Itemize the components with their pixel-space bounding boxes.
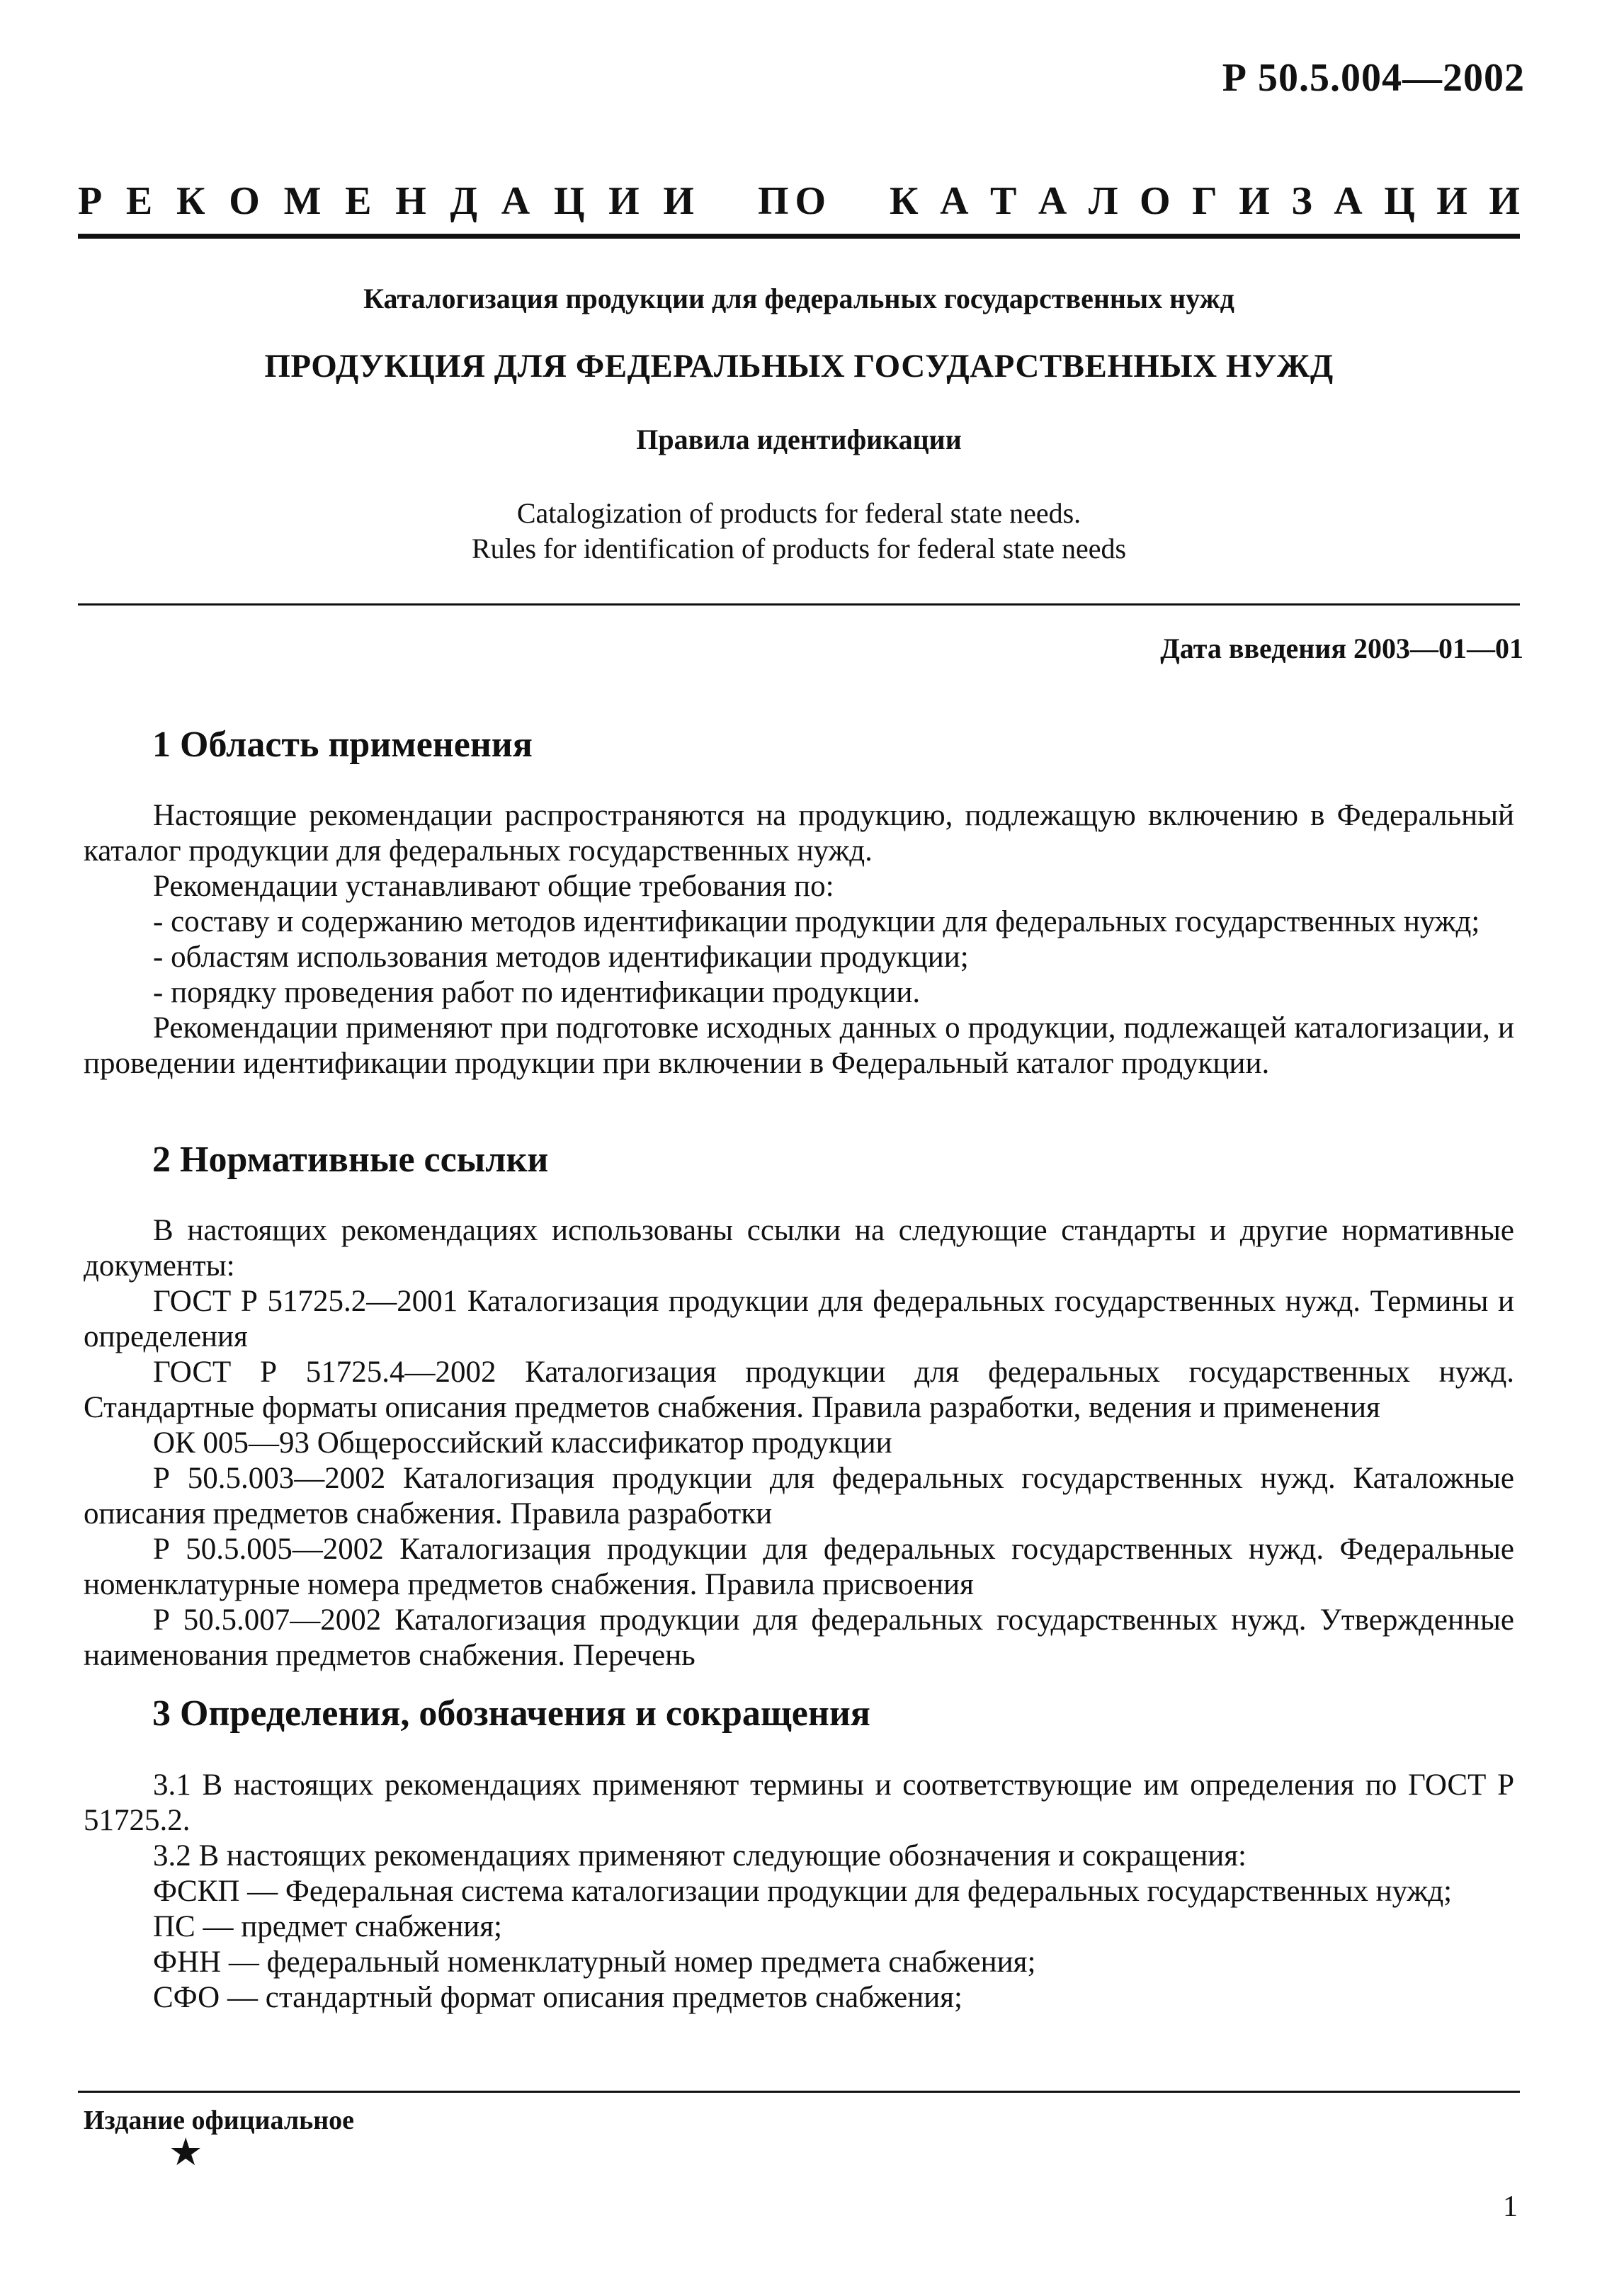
paragraph: 3.1 В настоящих рекомендациях применяют термины и соответствующие им определения по ГОСТ Р 51725.2. [84,1768,1514,1837]
document-title: ПРОДУКЦИЯ ДЛЯ ФЕДЕРАЛЬНЫХ ГОСУДАРСТВЕННЫХ НУЖД [264,348,1334,385]
document-number: Р 50.5.004—2002 [1222,56,1525,100]
paragraph: - составу и содержанию методов идентификации продукции для федеральных государственных нужд; [153,905,1480,938]
page-number: 1 [1503,2191,1518,2223]
english-title [78,496,1520,567]
series-letter: Т [990,179,1017,223]
paragraph: ГОСТ Р 51725.4—2002 Каталогизация продукции для федеральных государственных нужд. Стандартные форматы описания предметов снабжения. Правила разработки, ведения и применения [84,1356,1514,1424]
series-letter: А [1334,179,1363,223]
series-letter: А [501,179,530,223]
series-letter: З [1291,179,1312,223]
paragraph: Р 50.5.003—2002 Каталогизация продукции для федеральных государственных нужд. Каталожные описания предметов снабжения. Правила разработки [84,1462,1514,1530]
series-letter: К [890,179,919,223]
series-letter: Г [1192,179,1217,223]
title-rule [78,603,1520,606]
paragraph: Р 50.5.007—2002 Каталогизация продукции для федеральных государственных нужд. Утвержденные наименования предметов снабжения. Перечень [84,1603,1514,1672]
paragraph: ФСКП — Федеральная система каталогизации продукции для федеральных государственных нужд; [153,1875,1453,1908]
series-letter: К [176,179,205,223]
section-heading: 2 Нормативные ссылки [152,1140,549,1180]
section-body [84,1213,1514,1674]
series-letter: Р [78,179,103,223]
series-letter: И [1239,179,1270,223]
header-rule [78,234,1520,239]
paragraph: - областям использования методов идентификации продукции; [153,941,969,974]
paragraph: В настоящих рекомендациях использованы ссылки на следующие стандарты и другие нормативные документы: [84,1214,1514,1283]
series-word-recommendations [78,178,694,224]
section-body [84,1768,1514,2016]
series-letter: О [1140,179,1171,223]
paragraph: ГОСТ Р 51725.2—2001 Каталогизация продукции для федеральных государственных нужд. Термины и определения [84,1285,1514,1353]
series-letter: И [1436,179,1467,223]
series-letter: Д [450,179,477,223]
paragraph: СФО — стандартный формат описания предметов снабжения; [153,1981,963,2014]
series-letter: О [229,179,260,223]
series-letter: Л [1088,179,1118,223]
series-letter: П [758,179,789,223]
document-subtitle: Каталогизация продукции для федеральных государственных нужд [363,283,1234,314]
series-letter: И [608,179,640,223]
paragraph: ФНН — федеральный номенклатурный номер предмета снабжения; [153,1945,1036,1979]
paragraph: - порядку проведения работ по идентификации продукции. [153,976,921,1009]
series-letter: Н [395,179,426,223]
paragraph: ПС — предмет снабжения; [153,1910,502,1943]
english-title-line: Rules for identification of products for federal state needs [471,533,1127,564]
series-word-catalogization [890,178,1520,224]
series-letter: М [283,179,322,223]
paragraph: 3.2 В настоящих рекомендациях применяют следующие обозначения и сокращения: [153,1839,1247,1873]
paragraph: Рекомендации применяют при подготовке исходных данных о продукции, подлежащей каталогизации, и проведении идентификации продукции при включении в Федеральный каталог продукции. [84,1011,1514,1080]
section-heading: 1 Область применения [152,725,533,765]
series-letter: Ц [1384,179,1415,223]
edition-label: Издание официальное [84,2106,355,2135]
introduction-date: Дата введения 2003—01—01 [1160,632,1523,664]
series-letter: А [940,179,969,223]
series-letter: Е [345,179,372,223]
series-letter: И [663,179,694,223]
paragraph: ОК 005—93 Общероссийский классификатор продукции [153,1426,892,1460]
series-title [78,178,1520,224]
series-word-on [758,178,826,224]
series-letter: Е [125,179,153,223]
paragraph: Настоящие рекомендации распространяются на продукцию, подлежащую включению в Федеральный каталог продукции для федеральных государственных нужд. [84,799,1514,868]
footer-rule [78,2091,1520,2093]
section-heading: 3 Определения, обозначения и сокращения [152,1693,870,1734]
series-letter: А [1038,179,1067,223]
series-letter: Ц [553,179,585,223]
series-letter: И [1489,179,1520,223]
series-letter: О [795,179,826,223]
paragraph: Рекомендации устанавливают общие требования по: [153,870,834,903]
paragraph: Р 50.5.005—2002 Каталогизация продукции для федеральных государственных нужд. Федеральные номенклатурные номера предметов снабжения. Правила присвоения [84,1533,1514,1601]
english-title-line: Catalogization of products for federal state needs. [516,497,1081,529]
section-body [84,798,1514,1081]
document-subtitle-rules: Правила идентификации [636,424,962,455]
star-icon: ★ [169,2131,203,2174]
